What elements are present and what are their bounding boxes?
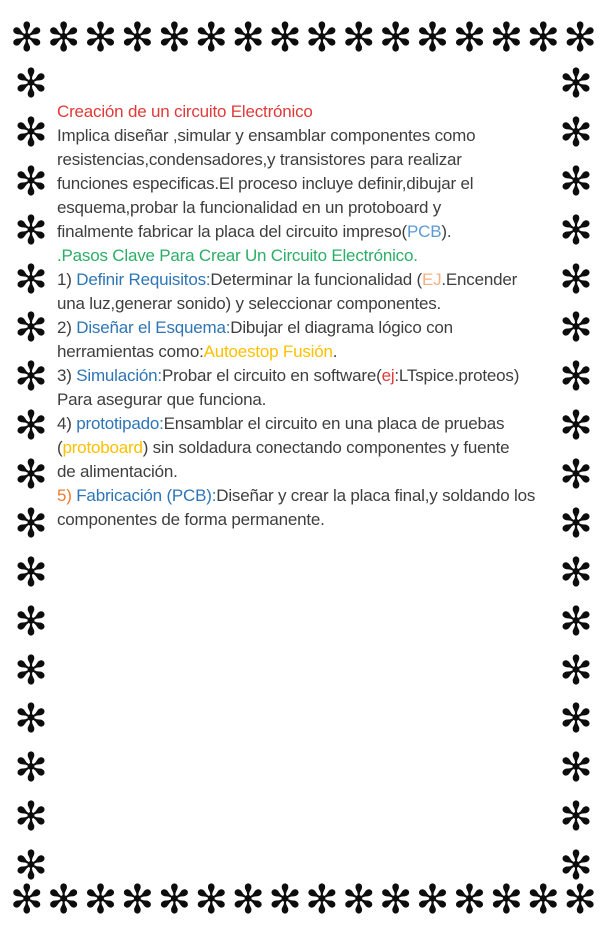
text-segment: ej	[381, 366, 395, 385]
text-line[interactable]	[57, 316, 535, 340]
flower-asterisk-icon: ✻	[559, 109, 593, 156]
flower-asterisk-icon: ✻	[526, 15, 560, 61]
flower-asterisk-icon: ✻	[14, 794, 48, 841]
text-segment: Definir Requisitos:	[76, 270, 211, 289]
text-line[interactable]	[57, 148, 535, 172]
text-segment: Dibujar el diagrama lógico con	[230, 318, 453, 337]
text-line[interactable]	[57, 172, 535, 196]
flower-asterisk-icon: ✻	[14, 500, 48, 547]
text-segment: 3)	[57, 366, 77, 385]
flower-asterisk-icon: ✻	[14, 109, 48, 156]
flower-asterisk-icon: ✻	[14, 549, 48, 596]
text-segment: funciones especificas.El proceso incluye definir,dibujar el	[57, 174, 474, 193]
flower-asterisk-icon: ✻	[559, 647, 593, 694]
flower-asterisk-icon: ✻	[559, 745, 593, 792]
flower-asterisk-icon: ✻	[120, 15, 155, 61]
text-segment: 2)	[57, 318, 77, 337]
flower-asterisk-icon: ✻	[46, 877, 81, 923]
flower-asterisk-icon: ✻	[559, 158, 593, 205]
flower-asterisk-icon: ✻	[489, 877, 524, 923]
flower-asterisk-icon: ✻	[342, 877, 376, 923]
text-segment: 5)	[57, 486, 77, 505]
text-segment: Autoestop Fusión	[203, 342, 333, 361]
flower-asterisk-icon: ✻	[305, 877, 339, 923]
text-segment: .Pasos Clave Para Crear Un Circuito Electrónico.	[57, 246, 418, 265]
flower-asterisk-icon: ✻	[157, 15, 192, 61]
text-line[interactable]	[57, 412, 535, 436]
text-line[interactable]	[57, 340, 535, 364]
flower-asterisk-icon: ✻	[14, 305, 48, 352]
flower-asterisk-icon: ✻	[559, 305, 593, 352]
text-segment: prototipado:	[76, 414, 164, 433]
flower-asterisk-icon: ✻	[559, 452, 593, 498]
flower-asterisk-icon: ✻	[14, 256, 48, 303]
document-text	[57, 100, 535, 532]
text-segment: Para asegurar que funciona.	[57, 390, 267, 409]
flower-asterisk-icon: ✻	[14, 696, 48, 743]
border-left-column	[8, 61, 54, 889]
text-segment: Implica diseñar ,simular y ensamblar componentes como	[57, 126, 476, 145]
text-segment: Fabricación (PCB):	[76, 486, 217, 505]
text-segment: Ensamblar el circuito en una placa de pruebas	[163, 414, 505, 433]
text-segment: PCB	[407, 222, 442, 241]
text-line[interactable]	[57, 388, 535, 412]
flower-asterisk-icon: ✻	[526, 877, 560, 923]
text-segment: componentes de forma permanente.	[57, 510, 325, 529]
flower-asterisk-icon: ✻	[563, 15, 597, 61]
flower-asterisk-icon: ✻	[559, 696, 593, 743]
flower-asterisk-icon: ✻	[268, 877, 302, 923]
flower-asterisk-icon: ✻	[10, 15, 44, 61]
flower-asterisk-icon: ✻	[563, 877, 597, 923]
text-segment: resistencias,condensadores,y transistores para realizar	[57, 150, 462, 169]
flower-asterisk-icon: ✻	[559, 794, 593, 841]
text-segment: 4)	[57, 414, 77, 433]
flower-asterisk-icon: ✻	[559, 207, 593, 254]
flower-asterisk-icon: ✻	[378, 877, 413, 923]
text-segment: Creación de un circuito Electrónico	[57, 102, 313, 121]
text-line[interactable]	[57, 124, 535, 148]
text-line[interactable]	[57, 268, 535, 292]
flower-asterisk-icon: ✻	[14, 647, 48, 694]
text-line[interactable]	[57, 196, 535, 220]
text-segment: Determinar la funcionalidad (	[210, 270, 422, 289]
flower-asterisk-icon: ✻	[305, 15, 339, 61]
text-line[interactable]	[57, 460, 535, 484]
text-segment: EJ	[421, 270, 442, 289]
text-line[interactable]	[57, 436, 535, 460]
flower-asterisk-icon: ✻	[559, 354, 593, 401]
flower-asterisk-icon: ✻	[120, 877, 155, 923]
text-segment: ).	[441, 222, 452, 241]
flower-asterisk-icon: ✻	[231, 15, 265, 61]
text-line[interactable]	[57, 292, 535, 316]
text-segment: esquema,probar la funcionalidad en un protoboard y	[57, 198, 442, 217]
flower-asterisk-icon: ✻	[268, 15, 302, 61]
text-segment: finalmente fabricar la placa del circuito impreso(	[57, 222, 407, 241]
flower-asterisk-icon: ✻	[14, 158, 48, 205]
flower-asterisk-icon: ✻	[14, 354, 48, 401]
flower-asterisk-icon: ✻	[14, 61, 48, 107]
flower-asterisk-icon: ✻	[14, 745, 48, 792]
text-segment: Diseñar el Esquema:	[76, 318, 231, 337]
text-segment: :LTspice.proteos)	[394, 366, 520, 385]
text-segment: protoboard	[62, 438, 143, 457]
border-bottom-row	[10, 877, 597, 923]
flower-asterisk-icon: ✻	[559, 500, 593, 547]
flower-asterisk-icon: ✻	[452, 877, 487, 923]
flower-asterisk-icon: ✻	[342, 15, 376, 61]
text-segment: herramientas como:	[57, 342, 204, 361]
text-segment: (	[57, 438, 63, 457]
flower-asterisk-icon: ✻	[194, 877, 228, 923]
flower-asterisk-icon: ✻	[231, 877, 265, 923]
text-line[interactable]	[57, 484, 535, 508]
text-line[interactable]	[57, 364, 535, 388]
text-line[interactable]	[57, 508, 535, 532]
flower-asterisk-icon: ✻	[489, 15, 524, 61]
text-line[interactable]	[57, 100, 535, 124]
flower-asterisk-icon: ✻	[559, 549, 593, 596]
text-segment: una luz,generar sonido) y seleccionar componentes.	[57, 294, 442, 313]
border-top-row	[10, 15, 597, 61]
text-segment: Diseñar y crear la placa final,y soldando los	[216, 486, 536, 505]
flower-asterisk-icon: ✻	[14, 403, 48, 450]
text-segment: .	[332, 342, 338, 361]
flower-asterisk-icon: ✻	[10, 877, 44, 923]
flower-asterisk-icon: ✻	[415, 15, 450, 61]
flower-asterisk-icon: ✻	[14, 598, 48, 645]
text-segment: Probar el circuito en software(	[161, 366, 382, 385]
flower-asterisk-icon: ✻	[415, 877, 450, 923]
flower-asterisk-icon: ✻	[14, 843, 48, 889]
flower-asterisk-icon: ✻	[46, 15, 81, 61]
flower-asterisk-icon: ✻	[14, 452, 48, 498]
flower-asterisk-icon: ✻	[559, 256, 593, 303]
flower-asterisk-icon: ✻	[559, 843, 593, 889]
text-line[interactable]	[57, 220, 535, 244]
flower-asterisk-icon: ✻	[559, 598, 593, 645]
text-segment: ) sin soldadura conectando componentes y fuente	[142, 438, 510, 457]
text-segment: Simulación:	[76, 366, 162, 385]
flower-asterisk-icon: ✻	[378, 15, 413, 61]
flower-asterisk-icon: ✻	[452, 15, 487, 61]
flower-asterisk-icon: ✻	[83, 877, 118, 923]
border-right-column	[553, 61, 599, 889]
flower-asterisk-icon: ✻	[559, 403, 593, 450]
flower-asterisk-icon: ✻	[194, 15, 228, 61]
text-segment: 1)	[57, 270, 77, 289]
flower-asterisk-icon: ✻	[83, 15, 118, 61]
text-segment: .Encender	[441, 270, 518, 289]
flower-asterisk-icon: ✻	[14, 207, 48, 254]
text-segment: de alimentación.	[57, 462, 178, 481]
flower-asterisk-icon: ✻	[157, 877, 192, 923]
flower-asterisk-icon: ✻	[559, 61, 593, 107]
text-line[interactable]	[57, 244, 535, 268]
